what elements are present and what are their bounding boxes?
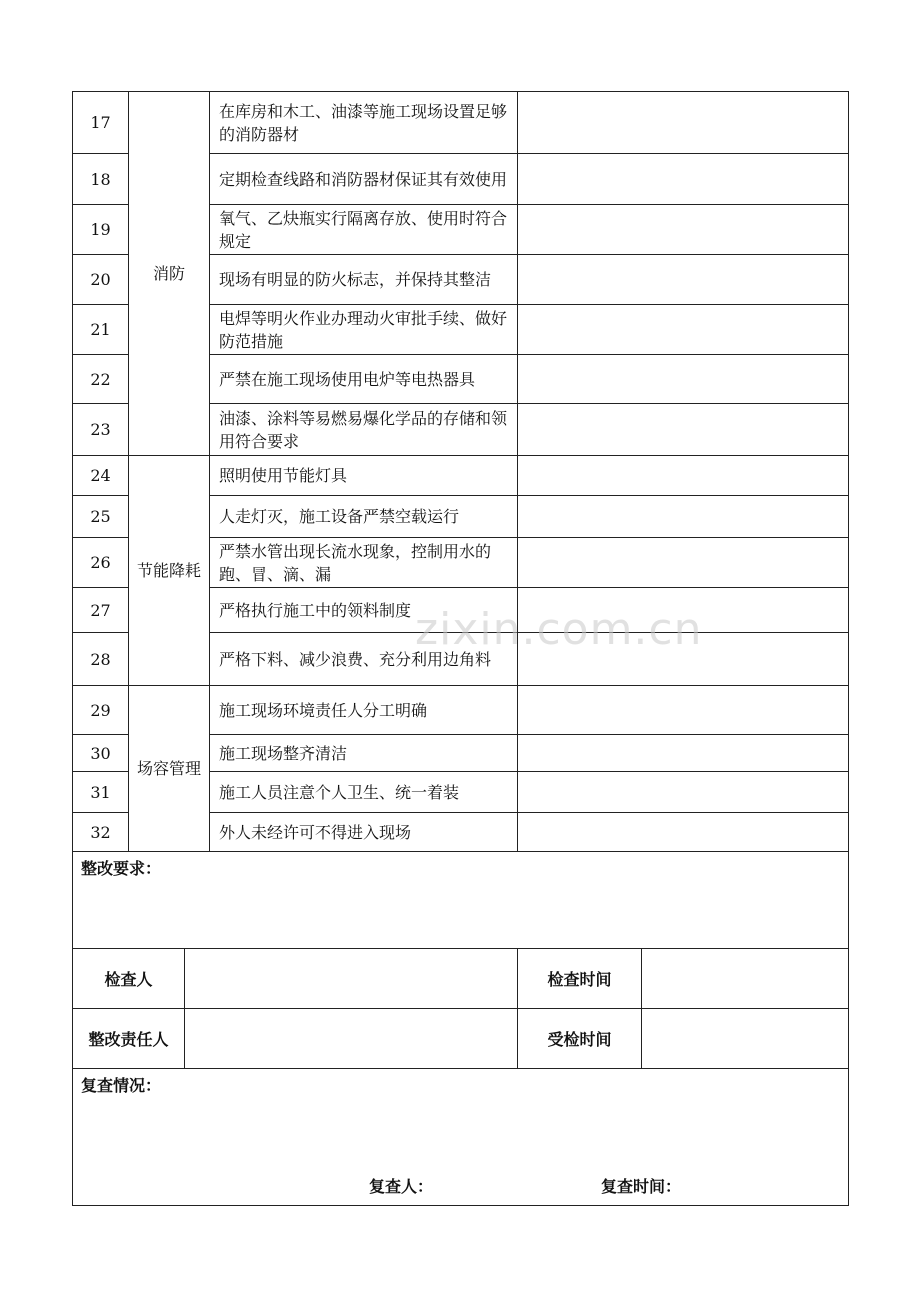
review-time-label: 复查时间： xyxy=(601,1177,682,1196)
watermark: zixin.com.cn xyxy=(415,604,703,655)
inspector-field[interactable] xyxy=(185,949,518,1009)
review-row xyxy=(73,1069,849,1206)
responsible-field[interactable] xyxy=(185,1009,518,1069)
check-item: 电焊等明火作业办理动火审批手续、做好防范措施 xyxy=(210,305,518,355)
check-item: 施工现场整齐清洁 xyxy=(210,735,518,772)
rectification-label: 整改要求： xyxy=(81,859,162,878)
row-number: 20 xyxy=(73,255,129,305)
check-result-cell[interactable] xyxy=(518,305,849,355)
row-number: 27 xyxy=(73,588,129,633)
signature-table xyxy=(72,948,849,1206)
check-result-cell[interactable] xyxy=(518,686,849,735)
check-result-cell[interactable] xyxy=(518,404,849,456)
table-row xyxy=(73,92,849,154)
table-row xyxy=(73,686,849,735)
check-result-cell[interactable] xyxy=(518,633,849,686)
row-number: 17 xyxy=(73,92,129,154)
row-number: 18 xyxy=(73,154,129,205)
check-item: 人走灯灭，施工设备严禁空载运行 xyxy=(210,496,518,538)
check-item: 严禁在施工现场使用电炉等电热器具 xyxy=(210,355,518,404)
check-result-cell[interactable] xyxy=(518,496,849,538)
check-item: 外人未经许可不得进入现场 xyxy=(210,813,518,852)
check-result-cell[interactable] xyxy=(518,205,849,255)
reviewer-label: 复查人： xyxy=(369,1177,434,1196)
check-result-cell[interactable] xyxy=(518,255,849,305)
check-item: 严格执行施工中的领料制度 xyxy=(210,588,518,633)
table-row xyxy=(73,456,849,496)
check-item: 现场有明显的防火标志，并保持其整洁 xyxy=(210,255,518,305)
row-number: 31 xyxy=(73,772,129,813)
inspector-label: 检查人 xyxy=(73,949,185,1009)
review-cell[interactable] xyxy=(73,1069,849,1206)
check-result-cell[interactable] xyxy=(518,355,849,404)
row-number: 26 xyxy=(73,538,129,588)
check-item: 照明使用节能灯具 xyxy=(210,456,518,496)
review-label: 复查情况： xyxy=(81,1076,162,1095)
row-number: 25 xyxy=(73,496,129,538)
check-result-cell[interactable] xyxy=(518,735,849,772)
check-result-cell[interactable] xyxy=(518,772,849,813)
check-item: 严禁水管出现长流水现象，控制用水的跑、冒、滴、漏 xyxy=(210,538,518,588)
responsible-label: 整改责任人 xyxy=(73,1009,185,1069)
check-item: 油漆、涂料等易燃易爆化学品的存储和领用符合要求 xyxy=(210,404,518,456)
row-number: 23 xyxy=(73,404,129,456)
check-result-cell[interactable] xyxy=(518,92,849,154)
row-number: 30 xyxy=(73,735,129,772)
received-time-field[interactable] xyxy=(642,1009,849,1069)
signature-row xyxy=(73,1009,849,1069)
category-fire: 消防 xyxy=(129,92,210,456)
inspection-time-field[interactable] xyxy=(642,949,849,1009)
inspection-form xyxy=(72,91,848,1206)
signature-row xyxy=(73,949,849,1009)
check-result-cell[interactable] xyxy=(518,813,849,852)
check-item: 施工现场环境责任人分工明确 xyxy=(210,686,518,735)
row-number: 24 xyxy=(73,456,129,496)
category-site: 场容管理 xyxy=(129,686,210,852)
row-number: 28 xyxy=(73,633,129,686)
inspection-time-label: 检查时间 xyxy=(518,949,642,1009)
check-item: 严格下料、减少浪费、充分利用边角料 xyxy=(210,633,518,686)
check-result-cell[interactable] xyxy=(518,154,849,205)
check-item: 在库房和木工、油漆等施工现场设置足够的消防器材 xyxy=(210,92,518,154)
rectification-row xyxy=(73,852,849,949)
check-result-cell[interactable] xyxy=(518,588,849,633)
check-item: 施工人员注意个人卫生、统一着装 xyxy=(210,772,518,813)
check-item: 氧气、乙炔瓶实行隔离存放、使用时符合规定 xyxy=(210,205,518,255)
category-energy: 节能降耗 xyxy=(129,456,210,686)
row-number: 21 xyxy=(73,305,129,355)
check-result-cell[interactable] xyxy=(518,456,849,496)
check-item: 定期检查线路和消防器材保证其有效使用 xyxy=(210,154,518,205)
row-number: 19 xyxy=(73,205,129,255)
row-number: 22 xyxy=(73,355,129,404)
check-result-cell[interactable] xyxy=(518,538,849,588)
received-time-label: 受检时间 xyxy=(518,1009,642,1069)
inspection-table xyxy=(72,91,849,949)
row-number: 29 xyxy=(73,686,129,735)
row-number: 32 xyxy=(73,813,129,852)
rectification-cell[interactable] xyxy=(73,852,849,949)
